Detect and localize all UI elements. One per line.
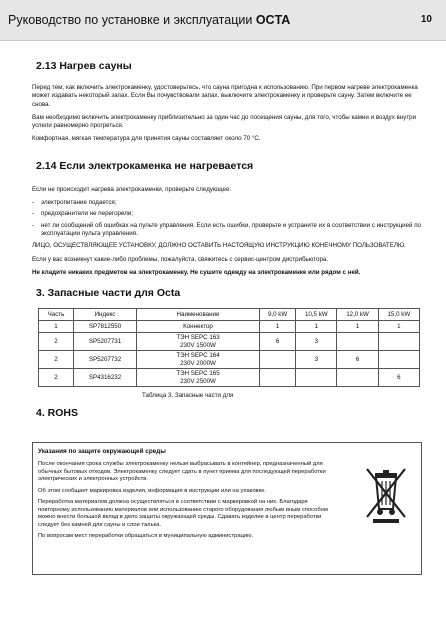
environment-notice-box <box>32 442 422 575</box>
page-number: 10 <box>420 14 432 25</box>
table-cell <box>337 369 378 387</box>
title-brand: OCTA <box>255 13 291 27</box>
table-cell: 1 <box>378 321 419 333</box>
environment-paragraph-4: По вопросам мест переработки обращаться в муниципальную администрацию. <box>38 533 254 539</box>
table-cell <box>378 333 419 351</box>
spare-parts-table <box>38 308 420 387</box>
table-cell: 3 <box>296 333 337 351</box>
section-2-13-paragraph-1: Перед тем, как включить электрокаменку, удостоверьтесь, что сауна пригодна к использованию. При первом нагреве электрокаменка может издавать некоторый запах. Если Вы почувствовали запах, выключите электрокаменку и проверьте сауну. Затем включите ее снова. <box>32 84 418 108</box>
cell-line: 230V 1500W <box>180 341 216 349</box>
section-2-13-heading: 2.13 Нагрев сауны <box>36 60 132 72</box>
table-cell <box>378 351 419 369</box>
section-2-14-intro: Если не происходит нагрева электрокаменки, проверьте следующее: <box>32 185 232 193</box>
section-2-14-heading: 2.14 Если электрокаменка не нагревается <box>36 159 254 172</box>
table-cell: 6 <box>260 333 296 351</box>
column-header: 15,0 kW <box>378 309 419 321</box>
table-cell: SP5207731 <box>74 333 137 351</box>
installer-notice: ЛИЦО, ОСУЩЕСТВЛЯЮЩЕЕ УСТАНОВКУ, ДОЛЖНО ОСТАВИТЬ НАСТОЯЩУЮ ИНСТРУКЦИЮ КОНЕЧНОМУ ПОЛЬЗОВАТЕЛЮ. <box>32 242 406 250</box>
table-cell <box>260 369 296 387</box>
cell-line: ТЭН SEPC 163 <box>176 334 220 342</box>
table-cell <box>137 351 260 369</box>
table-cell: 2 <box>39 351 74 369</box>
safety-warning: Не кладите никаких предметов на электрокаменку. Не сушите одежду на электрокаменке или рядом с ней. <box>32 268 361 276</box>
table-row <box>39 321 420 333</box>
column-header: Индекс <box>74 309 137 321</box>
cell-line: ТЭН SEPC 165 <box>176 370 220 378</box>
table-cell <box>296 369 337 387</box>
table-cell <box>337 333 378 351</box>
table-row <box>39 351 420 369</box>
section-3-heading: 3. Запасные части для Octa <box>36 287 181 300</box>
service-notice: Если у вас возникнут какие-либо проблемы, пожалуйста, свяжитесь с сервис-центром дистрибьютора. <box>32 255 329 263</box>
table-cell: Коннектор <box>137 321 260 333</box>
table-cell: 1 <box>260 321 296 333</box>
checklist-item: - предохранители не перегорели; <box>32 210 133 218</box>
checklist-item: - нет ли сообщений об ошибках на пульте управления. Если есть ошибки, проверьте и устраните их в соответствии с инструкцией по эксплуатации пульта управления. <box>32 221 421 237</box>
checklist <box>32 199 422 238</box>
table-cell: 1 <box>296 321 337 333</box>
table-cell: SP7812550 <box>74 321 137 333</box>
column-header: 10,5 kW <box>296 309 337 321</box>
table-cell: 3 <box>296 351 337 369</box>
crossed-out-wheelie-bin-icon <box>361 465 411 523</box>
section-2-13-paragraph-3: Комфортная, мягкая температура для принятия сауны составляет около 70 °С. <box>32 135 261 143</box>
cell-line: ТЭН SEPC 164 <box>176 352 220 360</box>
table-cell <box>137 369 260 387</box>
table-cell: 2 <box>39 369 74 387</box>
table-cell: SP4316232 <box>74 369 137 387</box>
environment-paragraph-1: После окончания срока службы электрокаменку нельзя выбрасывать в контейнер, предназначенный для обычных бытовых отходов. Электрокаменку следует сдать в пункт приема для последующей переработки электрических и электронных устройств. <box>38 461 326 482</box>
table-row <box>39 333 420 351</box>
title-prefix: Руководство по установке и эксплуатации <box>8 13 253 27</box>
column-header: 12,0 kW <box>337 309 378 321</box>
cell-line: 230V 2000W <box>180 359 216 367</box>
cell-line: 230V 2500W <box>180 377 216 385</box>
table-row <box>39 369 420 387</box>
table-cell: 1 <box>39 321 74 333</box>
table-cell: SP5207732 <box>74 351 137 369</box>
table-cell: 2 <box>39 333 74 351</box>
environment-paragraph-2: Об этом сообщает маркировка изделия, информация в инструкции или на упаковке. <box>38 487 267 494</box>
checklist-item: - электропитание подается; <box>32 199 117 207</box>
page-header <box>0 0 446 41</box>
page-content <box>32 60 422 425</box>
table-header-row <box>39 309 420 321</box>
table-cell: 6 <box>337 351 378 369</box>
document-title <box>8 13 290 27</box>
column-header: 9,0 kW <box>260 309 296 321</box>
environment-notice-title: Указания по защите окружающей среды <box>38 448 166 455</box>
table-cell <box>260 351 296 369</box>
section-4-heading: 4. ROHS <box>36 407 79 420</box>
table-caption: Таблица 3. Запасные части для <box>142 392 234 400</box>
table-cell: 1 <box>337 321 378 333</box>
table-cell: 6 <box>378 369 419 387</box>
column-header: Часть <box>39 309 74 321</box>
environment-paragraph-3: Переработка материалов должна осуществляться в соответствии с маркировкой на них. Благодаря повторному использованию материалов или использованию старого оборудования любым иным способом можно внести большой вклад в дело защиты окружающей среды. Сдавать изделие в центр переработки следует без камней для сауны и слои талька. <box>38 499 328 528</box>
table-cell <box>137 333 260 351</box>
column-header: Наименование <box>137 309 260 321</box>
section-2-13-paragraph-2: Вам необходимо включить электрокаменку приблизительно за один час до посещения сауны, для того, чтобы камни и воздух внутри успели равномерно прогреться. <box>32 113 417 130</box>
